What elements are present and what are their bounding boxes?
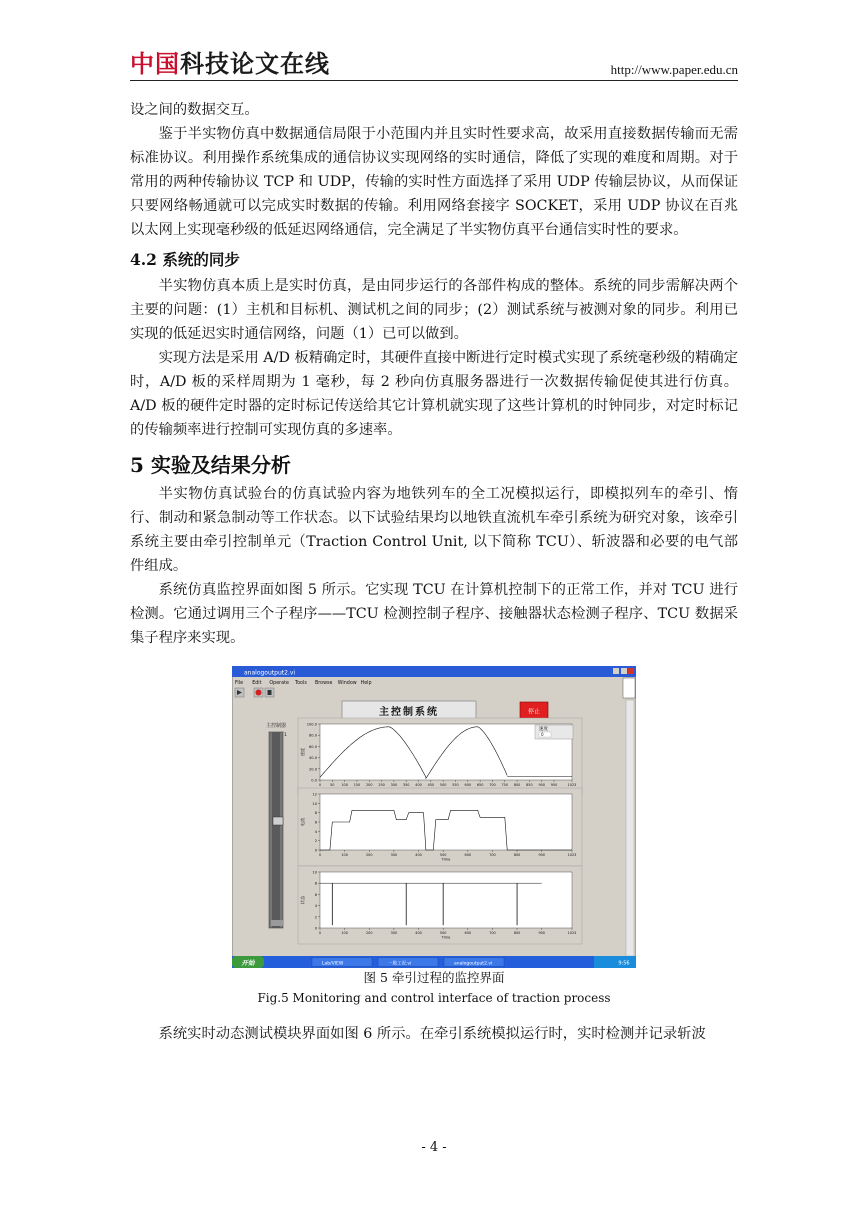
figure-5 <box>232 666 636 968</box>
labview-screenshot <box>232 666 636 968</box>
plot-area <box>320 872 572 928</box>
x-tick-label: 350 <box>402 783 410 787</box>
figure-caption-cn: 图 5 牵引过程的监控界面 <box>363 970 505 985</box>
x-axis-label: Time <box>441 935 451 940</box>
y-axis-label: 状态 <box>300 895 305 905</box>
x-tick-label: 600 <box>464 931 472 935</box>
x-tick-label: 300 <box>390 931 398 935</box>
paragraph-3: 半实物仿真本质上是实时仿真，是由同步运行的各部件构成的整体。系统的同步需解决两个主要的问题：(1）主机和目标机、测试机之间的同步；(2）测试系统与被测对象的同步。利用已实现的低延迟实时通信网络，问题（1）已可以做到。 <box>130 278 738 342</box>
x-tick-label: 800 <box>513 931 521 935</box>
menu-bar <box>235 680 372 686</box>
y-tick-label: 6 <box>314 892 317 897</box>
y-axis-label: 速度 <box>300 747 305 757</box>
logo-red-text: 中国 <box>130 50 180 78</box>
taskbar-item-label: analogoutput2.vi <box>454 961 493 967</box>
paragraph-2: 鉴于半实物仿真中数据通信局限于小范围内并且实时性要求高，故采用直接数据传输而无需标准协议。利用操作系统集成的通信协议实现网络的实时通信，降低了实现的难度和周期。对于常用的两种传输协议 TCP 和 UDP，传输的实时性方面选择了采用 UDP 传输层协议，从而保证只要网络畅通就可以完成实时数据的传输。利用网络套接字 SOCKET，采用 UDP 协议在百兆以太网上实现毫秒级的低延迟网络通信，完全满足了半实物仿真平台通信实时性的要求。 <box>130 126 738 238</box>
maximize-button[interactable] <box>621 668 627 674</box>
x-tick-label: 300 <box>390 853 398 857</box>
x-tick-label: 400 <box>415 853 422 857</box>
abort-glyph <box>256 690 262 696</box>
y-tick-label: 20.0 <box>308 767 317 772</box>
tray-clock: 9:56 <box>618 960 630 967</box>
y-tick-label: 40.0 <box>308 756 317 761</box>
x-tick-label: 750 <box>501 783 508 787</box>
y-tick-label: 0.0 <box>311 778 317 783</box>
close-button[interactable] <box>628 668 634 674</box>
x-tick-label: 850 <box>526 783 533 787</box>
journal-logo <box>130 50 330 78</box>
x-tick-label: 900 <box>538 853 545 857</box>
paragraph-7: 系统实时动态测试模块界面如图 6 所示。在牵引系统模拟运行时，实时检测并记录斩波 <box>158 1026 706 1042</box>
window-title: analogoutput2.vi <box>244 669 296 677</box>
y-tick-label: 0 <box>314 926 317 931</box>
x-tick-label: 950 <box>550 783 558 787</box>
x-tick-label: 650 <box>476 783 484 787</box>
y-tick-label: 6 <box>314 820 317 825</box>
stop-label: 停止 <box>527 708 541 716</box>
x-tick-label: 100 <box>341 853 348 857</box>
menu-item-window[interactable]: Window <box>337 681 357 686</box>
paragraph-5: 半实物仿真试验台的仿真试验内容为地铁列车的全工况模拟运行，即模拟列车的牵引、惰行、制动和紧急制动等工作状态。以下试验结果均以地铁直流机车牵引系统为研究对象，该牵引系统主要由牵引控制单元（Traction Control Unit, 以下简称 TCU）、斩波器和必要的电气部件组成。 <box>130 486 738 574</box>
x-tick-label: 700 <box>489 853 496 857</box>
y-tick-label: 10 <box>312 870 317 875</box>
panel-title: 主控制系统 <box>379 707 439 718</box>
y-tick-label: 100.0 <box>306 722 317 727</box>
x-tick-label: 200 <box>366 931 373 935</box>
x-tick-label: 1023 <box>567 783 577 787</box>
plot-area <box>320 794 572 850</box>
x-tick-label: 250 <box>378 783 385 787</box>
paragraph-1: 设之间的数据交互。 <box>130 102 259 118</box>
x-tick-label: 500 <box>439 853 447 857</box>
slider-label: 主控制器 <box>265 723 287 729</box>
x-tick-label: 300 <box>390 783 398 787</box>
slider-base <box>271 920 283 926</box>
menu-item-file[interactable]: File <box>235 681 244 686</box>
x-tick-label: 800 <box>513 853 521 857</box>
x-tick-label: 200 <box>366 783 373 787</box>
x-tick-label: 400 <box>415 931 422 935</box>
figure-caption-en: Fig.5 Monitoring and control interface of traction process <box>257 991 611 1005</box>
slider-thumb[interactable] <box>273 817 283 825</box>
x-tick-label: 0 <box>318 853 322 857</box>
main-content <box>130 98 738 1046</box>
header-url[interactable]: http://www.paper.edu.cn <box>610 62 738 77</box>
x-tick-label: 100 <box>341 931 348 935</box>
x-tick-label: 1023 <box>567 931 577 935</box>
taskbar-item-label: 一般工况.vi <box>388 961 412 967</box>
menu-item-help[interactable]: Help <box>360 681 372 686</box>
taskbar-items <box>312 958 504 967</box>
y-tick-label: 12 <box>312 792 317 797</box>
x-tick-label: 400 <box>415 783 422 787</box>
y-tick-label: 4 <box>314 829 317 834</box>
y-tick-label: 2 <box>314 915 317 920</box>
y-tick-label: 4 <box>314 904 317 909</box>
y-tick-label: 60.0 <box>308 744 317 749</box>
legend-title: 速度 <box>539 727 548 732</box>
vi-icon <box>623 678 635 698</box>
x-tick-label: 600 <box>464 853 472 857</box>
y-tick-label: 8 <box>314 881 317 886</box>
x-tick-label: 450 <box>427 783 435 787</box>
x-tick-label: 100 <box>341 783 348 787</box>
start-label: 开始 <box>241 959 255 967</box>
x-tick-label: 500 <box>439 931 447 935</box>
menu-item-tools[interactable]: Tools <box>295 681 307 686</box>
y-tick-label: 10 <box>312 801 317 806</box>
menu-item-operate[interactable]: Operate <box>269 681 289 686</box>
slider-track <box>272 732 280 928</box>
scrollbar[interactable] <box>626 700 634 956</box>
section-heading-4-2: 4.2 系统的同步 <box>130 250 240 269</box>
paragraph-4: 实现方法是采用 A/D 板精确定时，其硬件直接中断进行定时模式实现了系统毫秒级的精确定时，A/D 板的采样周期为 1 毫秒，每 2 秒向仿真服务器进行一次数据传输促使其进行仿真。A/D 板的硬件定时器的定时标记传送给其它计算机就实现了这些计算机的时钟同步，对定时标记的传输频率进行控制可实现仿真的多速率。 <box>130 350 738 438</box>
y-tick-label: 0 <box>314 848 317 853</box>
chart-2 <box>298 788 582 866</box>
x-axis-label: Time <box>441 857 451 862</box>
slider-top-value: 1 <box>284 733 287 738</box>
x-tick-label: 0 <box>318 783 322 787</box>
taskbar-item-label: Lab/VIEW <box>322 961 344 967</box>
x-tick-label: 150 <box>353 783 361 787</box>
chart-area <box>298 718 582 944</box>
logo-dark-text: 科技论文在线 <box>180 50 330 78</box>
x-tick-label: 800 <box>513 783 521 787</box>
x-tick-label: 1023 <box>567 853 577 857</box>
x-tick-label: 500 <box>439 783 447 787</box>
plot-area <box>320 724 572 780</box>
menu-item-edit[interactable]: Edit <box>252 681 262 686</box>
y-axis-label: 电流 <box>300 817 305 827</box>
x-tick-label: 700 <box>489 783 496 787</box>
chart-3 <box>298 866 582 944</box>
menu-item-browse[interactable]: Browse <box>315 681 333 686</box>
paragraph-6: 系统仿真监控界面如图 5 所示。它实现 TCU 在计算机控制下的正常工作，并对 TCU 进行检测。它通过调用三个子程序——TCU 检测控制子程序、接触器状态检测子程序、TCU 数据采集子程序来实现。 <box>130 582 738 646</box>
section-heading-5: 5 实验及结果分析 <box>130 453 291 477</box>
y-tick-label: 80.0 <box>308 733 317 738</box>
legend-value: 0 <box>541 732 544 737</box>
y-tick-label: 8 <box>314 811 317 816</box>
pause-glyph <box>268 690 272 695</box>
x-tick-label: 50 <box>330 783 335 787</box>
x-tick-label: 550 <box>452 783 459 787</box>
x-tick-label: 900 <box>538 931 545 935</box>
page-number: - 4 - <box>421 1140 447 1155</box>
x-tick-label: 200 <box>366 853 373 857</box>
system-tray <box>594 956 636 968</box>
x-tick-label: 900 <box>538 783 545 787</box>
x-tick-label: 0 <box>318 931 322 935</box>
x-tick-label: 600 <box>464 783 472 787</box>
y-tick-label: 2 <box>314 839 317 844</box>
minimize-button[interactable] <box>613 668 619 674</box>
page-header <box>130 50 738 81</box>
x-tick-label: 700 <box>489 931 496 935</box>
